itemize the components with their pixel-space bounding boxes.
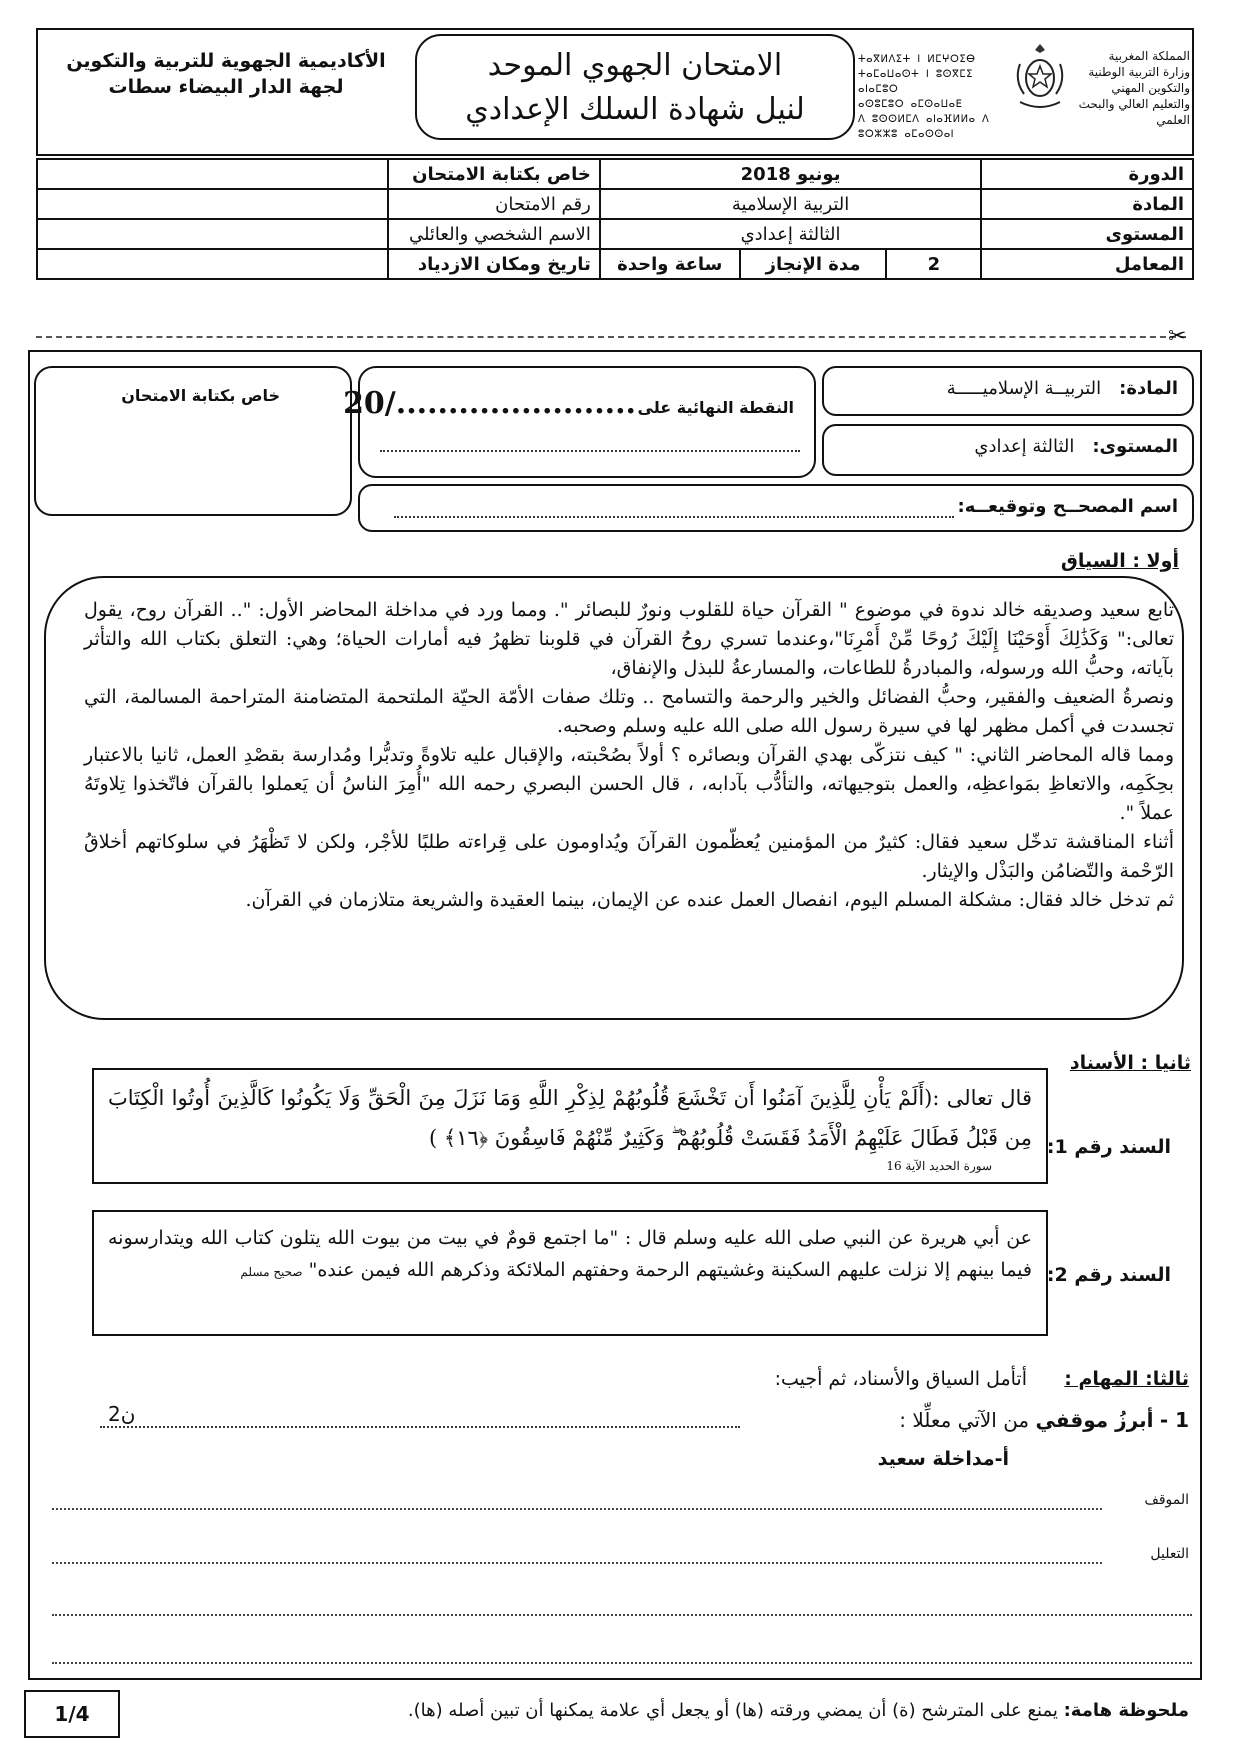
task-1a: أ-مداخلة سعيد xyxy=(877,1448,1009,1470)
reserved-box xyxy=(34,366,352,516)
ministry-arabic-line: والتعليم العالي والبحث العلمي xyxy=(1078,97,1190,127)
scissors-icon: ✂ xyxy=(1168,324,1187,349)
source-1-label: السند رقم 1: xyxy=(1046,1136,1171,1158)
footer-note xyxy=(408,1700,1189,1721)
academy-name xyxy=(46,48,406,100)
grading-level-label: المستوى: xyxy=(1092,436,1178,457)
ministry-arabic-line: المملكة المغربية xyxy=(1108,49,1190,63)
task-1-number: 1 - xyxy=(1159,1408,1189,1432)
source-1-box xyxy=(92,1068,1048,1184)
source-1-verse: قال تعالى :(أَلَمْ يَأْنِ لِلَّذِينَ آمَنُوا أَن تَخْشَعَ قُلُوبُهُمْ لِذِكْرِ اللَّهِ وَمَا نَزَلَ مِنَ الْحَقِّ وَلَا يَكُونُوا كَالَّذِينَ أُوتُوا الْكِتَابَ مِن قَبْلُ فَطَالَ عَلَيْهِمُ الْأَمَدُ فَقَسَتْ قُلُوبُهُمْ ۖ وَكَثِيرٌ مِّنْهُمْ فَاسِقُونَ ﴿١٦﴾ ) xyxy=(108,1086,1032,1150)
sources-title: ثانيا : الأسناد xyxy=(1069,1052,1191,1074)
grading-level-box xyxy=(822,424,1194,476)
score-dotted-line xyxy=(380,450,800,452)
context-paragraph: ونصرةُ الضعيف والفقير، وحبُّ الفضائل والخير والرحمة والتسامح .. وتلك صفات الأمّة الحيّة الملتحمة المتضامنة المتراحمة المسالمة، التي تجسدت في أكمل مظهر لها في سيرة رسول الله صلى الله عليه وسلم وصحبه. xyxy=(84,686,1174,737)
academy-line-1: الأكاديمية الجهوية للتربية والتكوين xyxy=(66,50,386,72)
context-paragraph: ثم تدخل خالد فقال: مشكلة المسلم اليوم، انفصال العمل عنده عن الإيمان، بينما العقيدة والشريعة متلازمان في القرآن. xyxy=(245,889,1174,911)
exam-number-field[interactable] xyxy=(37,189,388,219)
task-1-verb: أبرزُ موقفي xyxy=(1035,1408,1154,1432)
birth-label: تاريخ ومكان الازدياد xyxy=(388,249,600,279)
ministry-arabic xyxy=(1070,48,1190,128)
footer-note-key: ملحوظة هامة: xyxy=(1063,1700,1189,1721)
answer-line[interactable] xyxy=(52,1662,1192,1664)
source-2-box xyxy=(92,1210,1048,1336)
task-1 xyxy=(899,1408,1189,1432)
coat-of-arms-icon xyxy=(1012,40,1068,116)
exam-title-box xyxy=(415,34,855,140)
ministry-arabic-line: وزارة التربية الوطنية xyxy=(1088,65,1190,79)
birth-field[interactable] xyxy=(37,249,388,279)
source-2-label: السند رقم 2: xyxy=(1046,1264,1171,1286)
exam-title-line-2: لنيل شهادة السلك الإعدادي xyxy=(465,92,805,127)
page-number: 1/4 xyxy=(24,1690,120,1738)
level-label: المستوى xyxy=(981,219,1193,249)
corrector-box[interactable] xyxy=(358,484,1194,532)
grading-subject-box xyxy=(822,366,1194,416)
session-value: يونيو 2018 xyxy=(600,159,981,189)
context-paragraph: ومما قاله المحاضر الثاني: " كيف نتزكّى بهدي القرآن وبصائره ؟ أولاً بصُحْبته، والإقبال عليه تلاوةً وتدبُّرا ومُدارسة بقصْدِ العمل، ثانيا بالاعتبار بحِكَمِه، والاتعاظِ بمَواعظِه، والعمل بتوجيهاته، والتأدُّب بآدابه، ، قال الحسن البصري رحمه الله "أُمِرَ الناسُ أن يَعملوا بالقرآن فاتّخذوا تِلاوتَهُ عملاً ". xyxy=(84,744,1174,824)
ministry-tifinagh xyxy=(858,52,1008,142)
candidate-field[interactable] xyxy=(37,159,388,189)
context-text xyxy=(84,596,1174,915)
footer-note-text: يمنع على المترشح (ة) أن يمضي ورقته (ها) أو يجعل أي علامة يمكنها أن تبين أصله (ها). xyxy=(407,1700,1058,1721)
corrector-dotted-line xyxy=(394,516,954,518)
coefficient-label: المعامل xyxy=(981,249,1193,279)
ministry-tifinagh-line: ⴷ ⵓⵙⵙⵍⵎⴷ ⴰⵏⴰⴼⵍⵍⴰ ⴷ ⵓⵔⵣⵣⵓ ⴰⵎⴰⵙⵙⴰⵏ xyxy=(858,114,990,140)
task-1-points: 2ن xyxy=(108,1402,136,1426)
duration-label: مدة الإنجاز xyxy=(740,249,887,279)
academy-line-2: لجهة الدار البيضاء سطات xyxy=(108,76,344,98)
source-2-reference: صحيح مسلم xyxy=(240,1265,303,1279)
answer-line[interactable] xyxy=(52,1508,1102,1510)
ministry-arabic-line: والتكوين المهني xyxy=(1111,81,1190,95)
final-score-box[interactable] xyxy=(343,366,816,478)
final-score-label: النقطة النهائية على xyxy=(637,398,794,417)
context-title: أولا : السياق xyxy=(1060,550,1179,572)
context-paragraph: تابع سعيد وصديقه خالد ندوة في موضوع " القرآن حياة للقلوب ونورٌ للبصائر ". ومما ورد في مداخلة المحاضر الأول: ".. القرآن روح، يقول تعالى:" وَكَذَٰلِكَ أَوْحَيْنَا إِلَيْكَ رُوحًا مِّنْ أَمْرِنَا"،وعندما تسري روحُ القرآن في قلوبنا تظهرُ فيه أمارات الحياة؛ وهي: التعلق بكتاب الله والتأثر بآياته، وحبُّ الله ورسوله، والمبادرةُ للطاعات، والمسارعةُ للبذل والإنفاق، xyxy=(84,599,1174,679)
tasks-title: ثالثا: المهام : xyxy=(1064,1368,1189,1390)
exam-number-label: رقم الامتحان xyxy=(388,189,600,219)
source-2-hadith: عن أبي هريرة عن النبي صلى الله عليه وسلم قال : "ما اجتمع قومٌ في بيت من بيوت الله يتلون كتاب الله ويتدارسونه فيما بينهم إلا نزلت عليهم السكينة وغشيتهم الرحمة وحفتهم الملائكة وذكرهم الله فيمن عنده" xyxy=(108,1227,1032,1281)
tasks-instruction: أتأمل السياق والأسناد، ثم أجيب: xyxy=(774,1368,1027,1390)
source-1-reference: سورة الحديد الآية 16 xyxy=(886,1159,992,1173)
context-paragraph: أثناء المناقشة تدخّل سعيد فقال: كثيرٌ من المؤمنين يُعظّمون القرآنَ ويُداومون على قِراءته طلبًا للأجْر، ولكن لا تَظْهَرُ في سلوكاتهم أخلاقُ الرّحْمة والتّضامُن والبَذْل والإيثار. xyxy=(84,831,1174,882)
answer-line[interactable] xyxy=(52,1562,1102,1564)
level-value: الثالثة إعدادي xyxy=(600,219,981,249)
subject-label: المادة xyxy=(981,189,1193,219)
source-2-text xyxy=(108,1222,1032,1288)
ministry-tifinagh-line: ⵜⴰⴳⵍⴷⵉⵜ ⵏ ⵍⵎⵖⵔⵉⴱ xyxy=(858,54,976,65)
session-label: الدورة xyxy=(981,159,1193,189)
answer-reason-label: التعليل xyxy=(1150,1546,1189,1562)
grading-subject-label: المادة: xyxy=(1119,378,1178,399)
grading-level-value: الثالثة إعدادي xyxy=(974,436,1075,457)
task-1-dotted-line xyxy=(100,1426,740,1428)
answer-position-label: الموقف xyxy=(1144,1492,1189,1508)
coefficient-value: 2 xyxy=(886,249,981,279)
ministry-tifinagh-line: ⴰⵙⵓⵎⵓⵔ ⴰⵎⵙⴰⵡⴰⴹ xyxy=(858,99,963,110)
source-1-text xyxy=(108,1078,1032,1174)
task-1-prompt: من الآتي معلِّلا : xyxy=(899,1408,1030,1432)
answer-line[interactable] xyxy=(52,1614,1192,1616)
cut-line xyxy=(36,336,1186,338)
reserved-box-label: خاص بكتابة الامتحان xyxy=(121,386,280,405)
corrector-label: اسم المصحــح وتوقيعــه: xyxy=(957,496,1178,517)
full-name-label: الاسم الشخصي والعائلي xyxy=(388,219,600,249)
ministry-tifinagh-line: ⵜⴰⵎⴰⵡⴰⵙⵜ ⵏ ⵓⵙⴳⵎⵉ ⴰⵏⴰⵎⵓⵔ xyxy=(858,69,973,95)
reserved-label: خاص بكتابة الامتحان xyxy=(388,159,600,189)
final-score-max: 20/....................... xyxy=(343,386,636,421)
subject-value: التربية الإسلامية xyxy=(600,189,981,219)
exam-title-line-1: الامتحان الجهوي الموحد xyxy=(487,48,783,83)
duration-value: ساعة واحدة xyxy=(600,249,740,279)
full-name-field[interactable] xyxy=(37,219,388,249)
exam-info-table xyxy=(36,158,1194,280)
grading-subject-value: التربيــة الإسلاميـــــة xyxy=(946,378,1102,399)
